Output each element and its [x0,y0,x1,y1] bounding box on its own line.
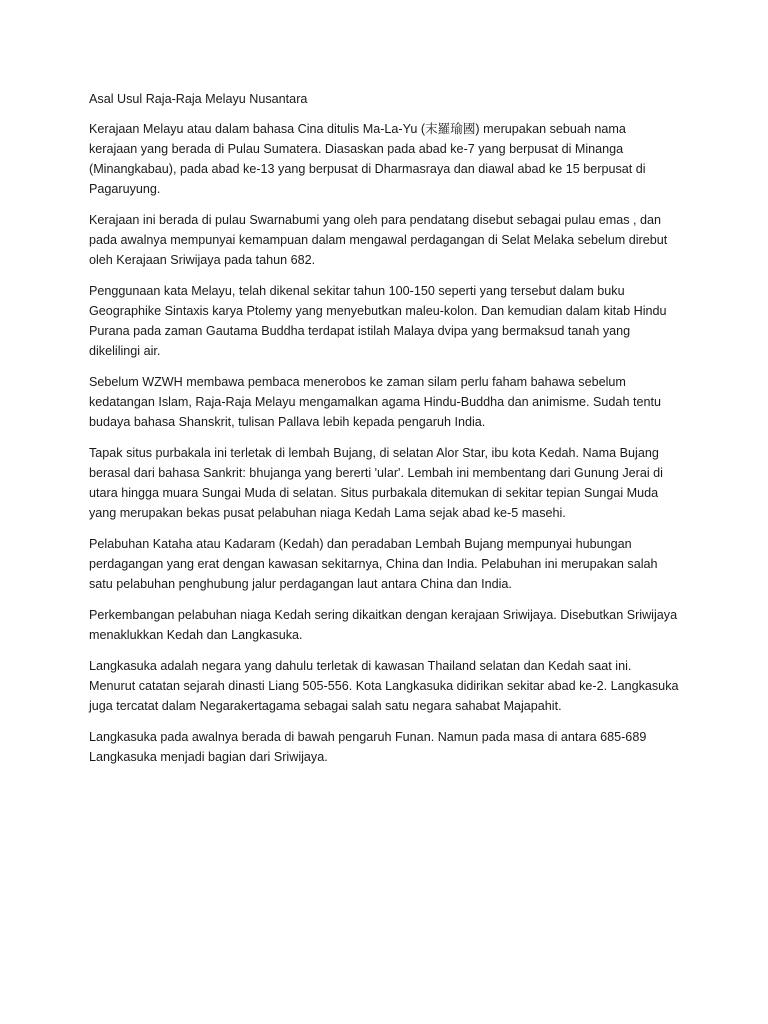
text-line: oleh Kerajaan Sriwijaya pada tahun 682. [89,253,316,267]
text-line: Tapak situs purbakala ini terletak di lembah Bujang, di selatan Alor Star, ibu kota Kedah. Nama Bujang [89,446,659,460]
text-line: kerajaan yang berada di Pulau Sumatera. Diasaskan pada abad ke-7 yang berpusat di Minanga [89,142,624,156]
text-line: Geographike Sintaxis karya Ptolemy yang menyebutkan maleu-kolon. Dan kemudian dalam kitab Hindu [89,304,667,318]
text-line: Langkasuka menjadi bagian dari Sriwijaya. [89,750,328,764]
text-line: Langkasuka adalah negara yang dahulu terletak di kawasan Thailand selatan dan Kedah saat ini. [89,659,632,673]
paragraph-3 [89,281,681,361]
text-line: pada awalnya mempunyai kemampuan dalam mengawal perdagangan di Selat Melaka sebelum direbut [89,233,668,247]
paragraph-9 [89,727,681,767]
paragraph-8 [89,656,681,716]
text-line: (Minangkabau), pada abad ke-13 yang berpusat di Dharmasraya dan diawal abad ke 15 berpusat di [89,162,646,176]
text-line: menaklukkan Kedah dan Langkasuka. [89,628,303,642]
text-line: Purana pada zaman Gautama Buddha terdapat istilah Malaya dvipa yang bermaksud tanah yang [89,324,631,338]
text-line: berasal dari bahasa Sankrit: bhujanga yang bererti 'ular'. Lembah ini membentang dari Gunung Jerai di [89,466,663,480]
text-line: Perkembangan pelabuhan niaga Kedah sering dikaitkan dengan kerajaan Sriwijaya. Disebutkan Sriwijaya [89,608,678,622]
paragraph-6 [89,534,681,594]
document-title: Asal Usul Raja-Raja Melayu Nusantara [89,92,308,106]
text-line: satu pelabuhan penghubung jalur perdagangan laut antara China dan India. [89,577,512,591]
text-line: perdagangan yang erat dengan kawasan sekitarnya, China dan India. Pelabuhan ini merupakan salah [89,557,658,571]
text-line: yang merupakan bekas pusat pelabuhan niaga Kedah Lama sejak abad ke-5 masehi. [89,506,566,520]
text-line: Kerajaan Melayu atau dalam bahasa Cina ditulis Ma-La-Yu (末羅瑜國) merupakan sebuah nama [89,122,626,136]
document-body [89,89,681,778]
text-line: Sebelum WZWH membawa pembaca menerobos ke zaman silam perlu faham bahawa sebelum [89,375,626,389]
text-line: Kerajaan ini berada di pulau Swarnabumi yang oleh para pendatang disebut sebagai pulau emas , dan [89,213,662,227]
text-line: Penggunaan kata Melayu, telah dikenal sekitar tahun 100-150 seperti yang tersebut dalam buku [89,284,625,298]
paragraph-5 [89,443,681,523]
paragraph-7 [89,605,681,645]
text-line: juga tercatat dalam Negarakertagama sebagai salah satu negara sahabat Majapahit. [89,699,562,713]
text-line: dikelilingi air. [89,344,161,358]
text-line: Pagaruyung. [89,182,161,196]
text-line: Menurut catatan sejarah dinasti Liang 505-556. Kota Langkasuka didirikan sekitar abad ke-2. Langkasuka [89,679,679,693]
text-line: budaya bahasa Shanskrit, tulisan Pallava lebih kepada pengaruh India. [89,415,486,429]
text-line: utara hingga muara Sungai Muda di selatan. Situs purbakala ditemukan di sekitar tepian Sungai Muda [89,486,659,500]
text-line: kedatangan Islam, Raja-Raja Melayu mengamalkan agama Hindu-Buddha dan animisme. Sudah tentu [89,395,661,409]
paragraph-1 [89,119,681,199]
paragraph-2 [89,210,681,270]
text-line: Langkasuka pada awalnya berada di bawah pengaruh Funan. Namun pada masa di antara 685-689 [89,730,647,744]
text-line: Pelabuhan Kataha atau Kadaram (Kedah) dan peradaban Lembah Bujang mempunyai hubungan [89,537,632,551]
paragraph-4 [89,372,681,432]
